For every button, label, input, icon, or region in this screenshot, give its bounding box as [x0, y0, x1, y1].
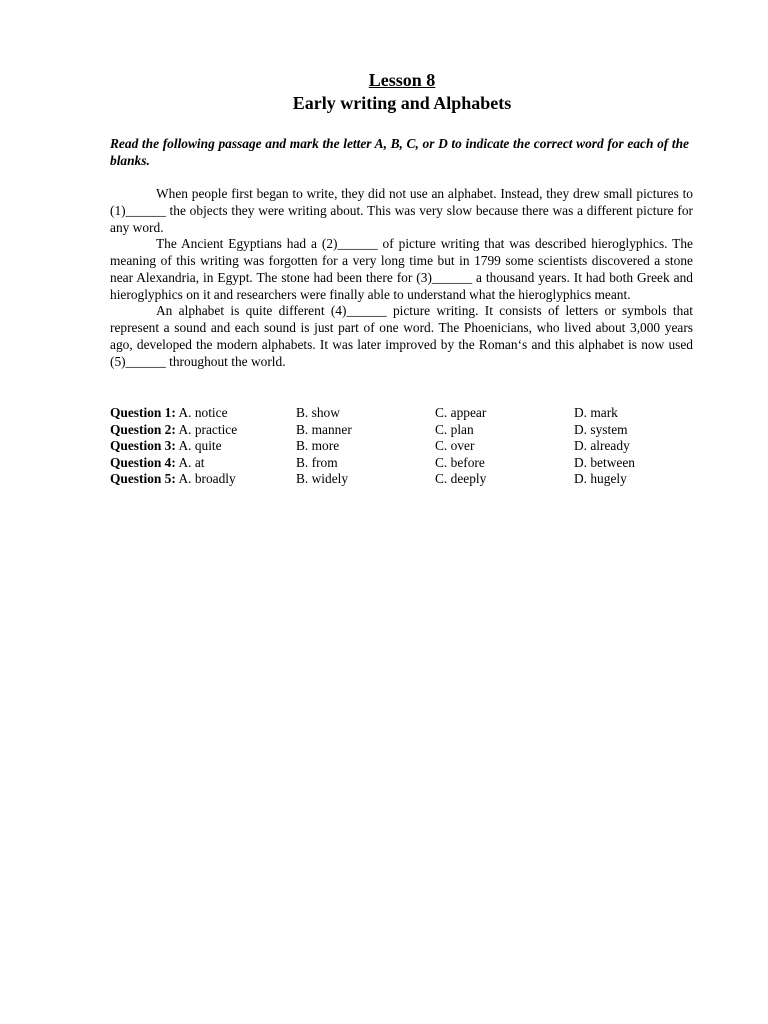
lesson-title: Lesson 8 [368, 70, 436, 90]
option-c: C. plan [435, 421, 474, 437]
question-label: Question 1: [110, 405, 176, 420]
passage-paragraph-2: The Ancient Egyptians had a (2)______ of picture writing that was described hieroglyphics. The meaning of this writing was forgotten for a very long time but in 1799 some scientists discovered a stone near Alexandria, in Egypt. The stone had been there for (3)______ a thousand years. It had both Greek and hieroglyphics on it and researchers were finally able to understand what the hieroglyphics meant. [110, 236, 693, 302]
instruction-text: Read the following passage and mark the letter A, B, C, or D to indicate the correct word for each of the blanks. [110, 136, 689, 168]
option-b: B. manner [296, 421, 352, 437]
question-row-2 [110, 422, 690, 439]
option-d: D. already [574, 438, 630, 454]
title-block [18, 69, 768, 115]
passage-paragraph-1: When people first began to write, they did not use an alphabet. Instead, they drew small pictures to (1)______ the objects they were writing about. This was very slow because there was a different picture for any word. [110, 186, 693, 235]
option-a: A. practice [178, 421, 238, 437]
option-b: B. from [296, 454, 338, 470]
reading-passage [110, 186, 693, 370]
question-label: Question 5: [110, 471, 176, 487]
question-label: Question 2: [110, 421, 176, 437]
option-d: D. system [574, 421, 628, 437]
option-a: A. quite [178, 438, 222, 454]
question-row-1 [110, 405, 690, 422]
question-row-4 [110, 455, 690, 472]
question-row-5 [110, 471, 690, 488]
option-a: A. notice [178, 405, 228, 420]
question-label: Question 4: [110, 454, 176, 470]
option-a: A. at [178, 454, 205, 470]
option-c: C. appear [435, 405, 487, 420]
lesson-subtitle: Early writing and Alphabets [292, 93, 512, 113]
option-b: B. show [296, 405, 340, 420]
question-label: Question 3: [110, 438, 176, 454]
option-d: D. hugely [574, 471, 627, 487]
option-c: C. over [435, 438, 475, 454]
option-b: B. widely [296, 471, 349, 487]
option-a: A. broadly [178, 471, 236, 487]
option-d: D. mark [574, 405, 618, 420]
option-c: C. before [435, 454, 485, 470]
question-row-3 [110, 438, 690, 455]
option-c: C. deeply [435, 471, 487, 487]
question-list [110, 405, 690, 488]
passage-paragraph-3: An alphabet is quite different (4)______ picture writing. It consists of letters or symbols that represent a sound and each sound is just part of one word. The Phoenicians, who lived about 3,000 years ago, developed the modern alphabets. It was later improved by the Roman‘s and this alphabet is now used (5)______ throughout the world. [110, 303, 693, 369]
option-d: D. between [574, 454, 635, 470]
option-b: B. more [296, 438, 340, 454]
